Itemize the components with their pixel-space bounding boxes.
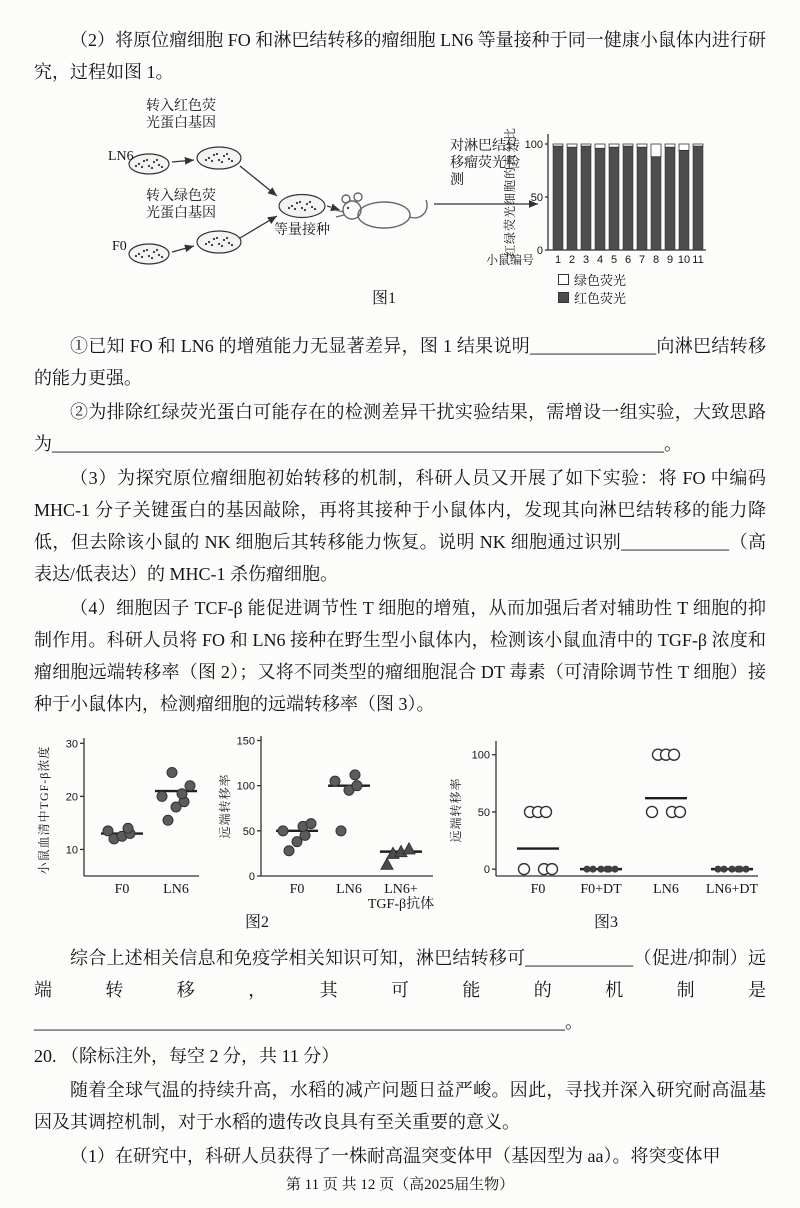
svg-text:LN6: LN6: [336, 882, 362, 897]
figure-1-caption: 图1: [372, 290, 397, 307]
question-20-header: 20. （除标注外，每空 2 分，共 11 分）: [34, 1046, 340, 1066]
figures-2-3: [34, 726, 766, 942]
svg-text:50: 50: [242, 825, 255, 838]
svg-text:LN6+DT: LN6+DT: [705, 882, 759, 897]
svg-text:100: 100: [524, 139, 543, 151]
paragraph-q19-4: （4）细胞因子 TCF-β 能促进调节性 T 细胞的增殖，从而加强后者对辅助性 T 细胞的抑制作用。科研人员将 FO 和 LN6 接种在野生型小鼠体内，检测该小鼠血清中的 TGF-β 浓度和瘤细胞远端转移率（图 2）；又将不同类型的瘤细胞混合 DT 毒素（可清除调节性 T 细胞）接种于小鼠体内，检测瘤细胞的远端转移率（图 3）。: [34, 598, 766, 714]
question-20-intro: 随着全球气温的持续升高，水稻的减产问题日益严峻。因此，寻找并深入研究耐高温基因及其调控机制，对于水稻的遗传改良具有至关重要的意义。: [34, 1080, 766, 1132]
figure-1-canvas: [34, 92, 766, 324]
metastasis-fig2-canvas: [215, 726, 440, 938]
svg-text:8: 8: [652, 254, 660, 266]
fig1-legend-red: [558, 288, 626, 307]
svg-text:5: 5: [610, 254, 618, 266]
serum-tgfb-ylabel: 小鼠血清中TGF-β浓度: [37, 745, 51, 875]
chart-serum-tgfb: [34, 726, 209, 938]
fig1-bar-ylabel: 红绿荧光细胞的百分比: [503, 127, 517, 258]
fig1-detection-label: 对淋巴结转移瘤荧光检测: [450, 139, 520, 188]
figure-1: [34, 92, 766, 328]
svg-text:0: 0: [483, 864, 490, 877]
red-fluorescence-swatch: [558, 292, 569, 303]
svg-text:F0+DT: F0+DT: [580, 882, 622, 897]
figure-2-caption: 图2: [245, 914, 270, 931]
fig2-metastasis-ylabel: 远端转移率: [218, 773, 232, 839]
fig1-legend-green: [558, 270, 626, 289]
svg-text:50: 50: [530, 192, 543, 204]
svg-text:LN6: LN6: [653, 882, 679, 897]
serum-tgfb-canvas: [34, 726, 209, 921]
svg-text:F0: F0: [114, 882, 130, 897]
green-fluorescence-swatch: [558, 274, 569, 285]
fig1-green-gene-label: 转入绿色荧光蛋白基因: [146, 189, 216, 221]
svg-text:4: 4: [596, 254, 604, 266]
svg-text:LN6: LN6: [163, 882, 189, 897]
svg-text:10: 10: [677, 254, 691, 266]
question-2: ②为排除红绿荧光蛋白可能存在的检测差异干扰实验结果，需增设一组实验，大致思路为____________________________________________________________________。: [34, 402, 766, 454]
paragraph-q19-2: （2）将原位瘤细胞 FO 和淋巴结转移的瘤细胞 LN6 等量接种于同一健康小鼠体内进行研究，过程如图 1。: [34, 30, 766, 82]
svg-text:F0: F0: [530, 882, 546, 897]
svg-text:10: 10: [65, 844, 78, 857]
conclusion-question: 综合上述相关信息和免疫学相关知识可知，淋巴结转移可____________（促进/抑制）远端转移，其可能的机制是___________________________________________________________。: [34, 948, 766, 1032]
svg-text:F0: F0: [289, 882, 305, 897]
chart-metastasis-rate-fig3: [446, 726, 766, 938]
svg-text:0: 0: [248, 871, 255, 883]
svg-text:2: 2: [568, 254, 576, 266]
green-fluorescence-label: 绿色荧光: [574, 273, 627, 288]
svg-text:100: 100: [236, 780, 255, 793]
fig1-ln6-label: LN6: [108, 149, 134, 164]
svg-text:1: 1: [554, 254, 562, 266]
svg-text:3: 3: [582, 254, 590, 266]
metastasis-fig3-canvas: [446, 726, 766, 921]
figure-3-caption: 图3: [593, 914, 618, 931]
paragraph-q19-3: （3）为探究原位瘤细胞初始转移的机制，科研人员又开展了如下实验：将 FO 中编码 MHC-1 分子关键蛋白的基因敲除，再将其接种于小鼠体内，发现其向淋巴结转移的能力降低，但去除该小鼠的 NK 细胞后其转移能力恢复。说明 NK 细胞通过识别____________（高表达/低表达）的 MHC-1 杀伤瘤细胞。: [34, 468, 766, 584]
svg-text:LN6+: LN6+: [384, 882, 418, 897]
fig1-f0-label: F0: [112, 239, 127, 254]
svg-text:TGF-β抗体: TGF-β抗体: [367, 897, 435, 912]
svg-text:30: 30: [65, 738, 78, 751]
svg-text:20: 20: [65, 791, 78, 804]
fig3-metastasis-ylabel: 远端转移率: [449, 777, 463, 843]
red-fluorescence-label: 红色荧光: [574, 291, 627, 306]
svg-text:100: 100: [471, 749, 490, 762]
svg-text:7: 7: [638, 254, 646, 266]
chart-metastasis-rate-fig2: [215, 726, 440, 938]
mouse-drawing: [335, 193, 427, 228]
question-20-part1: （1）在研究中，科研人员获得了一株耐高温突变体甲（基因型为 aa）。将突变体甲: [70, 1146, 721, 1166]
svg-text:6: 6: [624, 254, 632, 266]
question-1: ①已知 FO 和 LN6 的增殖能力无显著差异，图 1 结果说明______________向淋巴结转移的能力更强。: [34, 336, 766, 388]
svg-text:50: 50: [477, 806, 490, 819]
svg-text:9: 9: [666, 254, 674, 266]
fig1-red-gene-label: 转入红色荧光蛋白基因: [146, 99, 216, 131]
fig1-bar-xlabel: 小鼠编号: [486, 253, 535, 267]
svg-text:150: 150: [236, 735, 255, 748]
svg-text:0: 0: [536, 245, 543, 257]
svg-text:11: 11: [692, 254, 704, 266]
page-footer: 第 11 页 共 12 页（高2025届生物）: [285, 1177, 515, 1193]
fig1-equal-inoculation-label: 等量接种: [274, 223, 330, 238]
